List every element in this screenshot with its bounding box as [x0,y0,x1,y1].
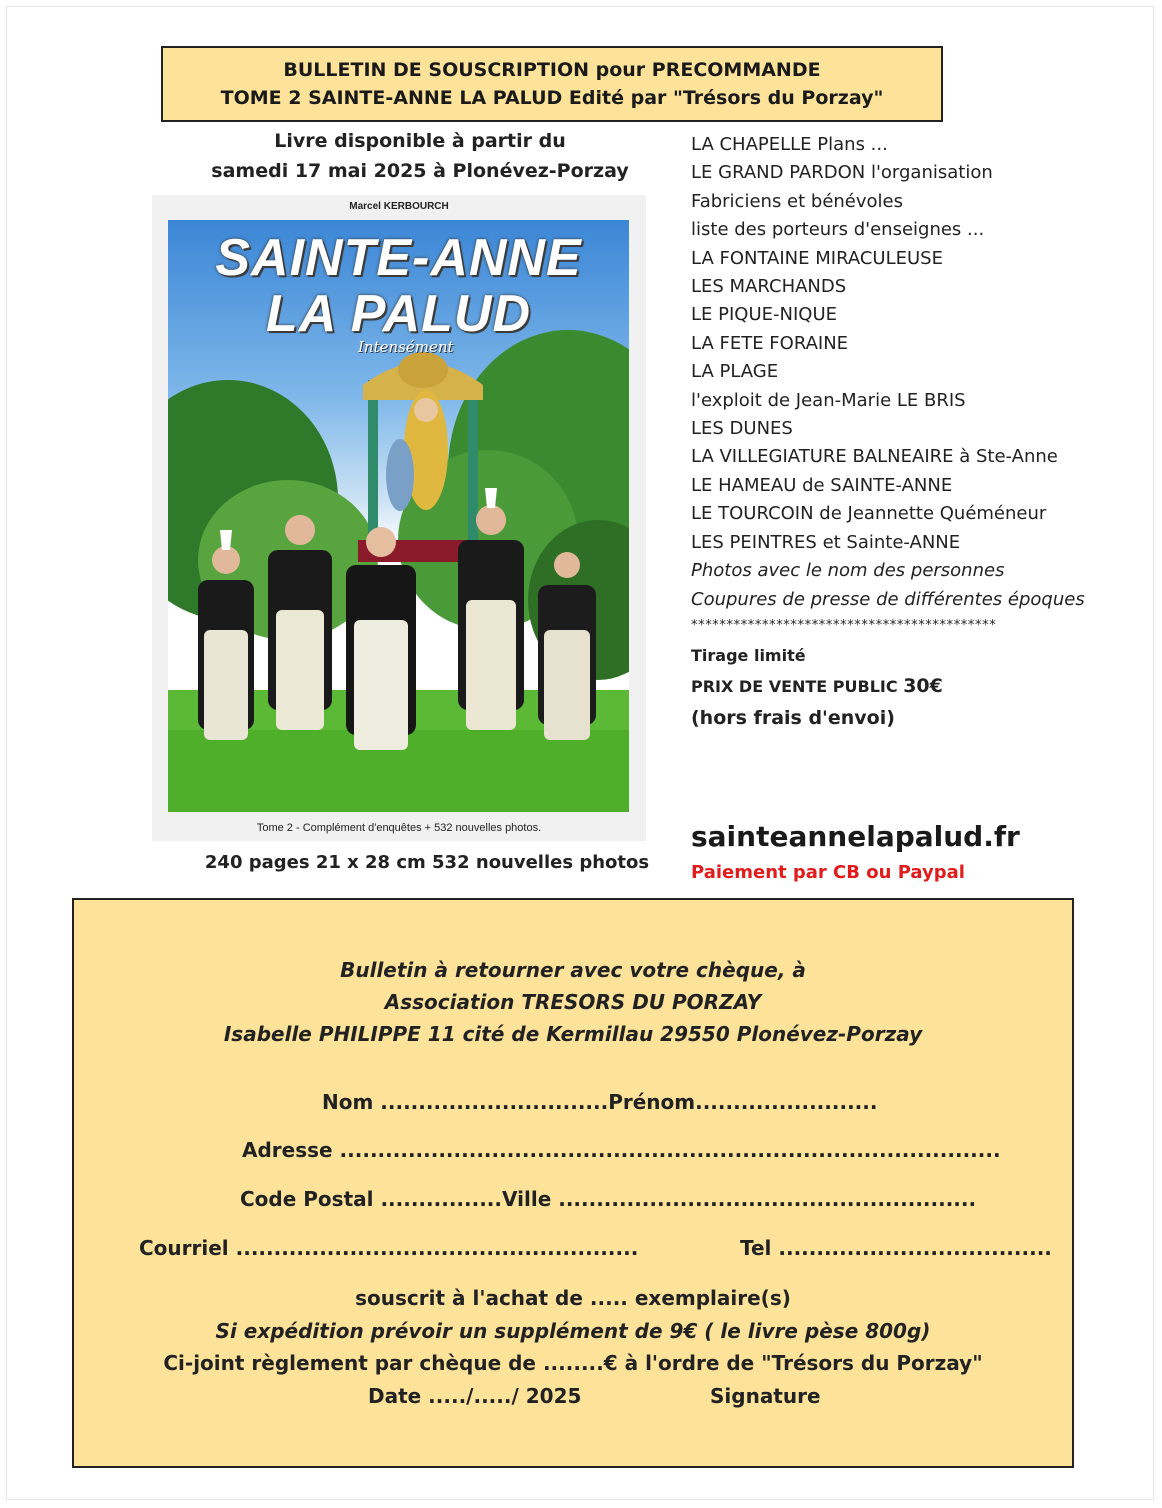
header-title: BULLETIN DE SOUSCRIPTION pour PRECOMMANDE [283,59,821,81]
toc-item: LE PIQUE-NIQUE [691,304,837,326]
toc-item: LES MARCHANDS [691,276,847,298]
toc-item: LA VILLEGIATURE BALNEAIRE à Ste-Anne [691,446,1058,468]
toc-item: LA CHAPELLE Plans ... [691,134,888,155]
book-cover [152,195,646,841]
cover-title-line-1: SAINTE-ANNE [215,229,582,287]
cover-caption: Tome 2 - Complément d'enquêtes + 532 nouvelles photos. [256,822,542,834]
quantity-line[interactable]: souscrit à l'achat de ..... exemplaire(s) [355,1286,791,1310]
toc-item: l'exploit de Jean-Marie LE BRIS [691,389,966,411]
availability-notice [150,126,690,186]
book-specs: 240 pages 21 x 28 cm 532 nouvelles photos [204,852,650,873]
postal-city-field[interactable]: Code Postal ................Ville ....................................................... [240,1187,977,1211]
shipping-note: (hors frais d'envoi) [691,706,895,729]
toc-item: LES DUNES [691,418,793,440]
return-instructions: Bulletin à retourner avec votre chèque, à [340,958,806,982]
toc-item: LA PLAGE [691,361,779,383]
price-label: PRIX DE VENTE PUBLIC [691,676,904,696]
email-field[interactable]: Courriel ..................................................... [139,1236,639,1260]
toc-item: LE TOURCOIN de Jeannette Quéméneur [691,503,1047,525]
cover-title-line-2: LA PALUD [265,285,532,343]
limited-edition-note: Tirage limité [691,645,806,665]
header-subtitle: TOME 2 SAINTE-ANNE LA PALUD Edité par "Trésors du Porzay" [220,87,884,109]
address-field[interactable]: Adresse ....................................................................................... [242,1138,1001,1162]
name-field[interactable]: Nom ..............................Prénom........................ [322,1090,878,1114]
phone-field[interactable]: Tel .................................... [740,1236,1052,1260]
toc-item: LA FONTAINE MIRACULEUSE [691,247,943,269]
cover-author: Marcel KERBOURCH [349,201,449,212]
return-address: Isabelle PHILIPPE 11 cité de Kermillau 29550 Plonévez-Porzay [223,1022,923,1046]
toc-item-italic: Coupures de presse de différentes époques [691,588,1085,610]
website-link[interactable]: sainteannelapalud.fr [691,820,1020,853]
availability-line-2: samedi 17 mai 2025 à Plonévez-Porzay [211,160,629,182]
star-divider: ******************************************* [691,617,997,633]
payment-methods: Paiement par CB ou Paypal [691,862,965,883]
toc-item: LA FETE FORAINE [691,332,849,354]
shipping-supplement: Si expédition prévoir un supplément de 9€ ( le livre pèse 800g) [215,1319,931,1343]
toc-item: LE HAMEAU de SAINTE-ANNE [691,474,953,496]
order-form [72,898,1074,1468]
cover-photo [168,220,629,812]
payment-cheque-line[interactable]: Ci-joint règlement par chèque de ........€ à l'ordre de "Trésors du Porzay" [163,1351,983,1375]
toc-item-italic: Photos avec le nom des personnes [691,560,1005,582]
availability-line-1: Livre disponible à partir du [274,130,566,152]
toc-item: liste des porteurs d'enseignes ... [691,219,985,241]
cover-subtitle: Intensément [358,338,454,356]
header-banner [161,46,943,122]
price-amount: 30€ [903,674,943,697]
public-price [691,670,1131,703]
return-association: Association TRESORS DU PORZAY [384,990,762,1014]
signature-field[interactable]: Signature [710,1384,821,1408]
date-field[interactable]: Date ...../...../ 2025 [368,1384,582,1408]
table-of-contents [691,131,1131,733]
toc-item: LES PEINTRES et Sainte-ANNE [691,531,961,553]
toc-item: LE GRAND PARDON l'organisation [691,162,993,184]
toc-item: Fabriciens et bénévoles [691,190,903,212]
